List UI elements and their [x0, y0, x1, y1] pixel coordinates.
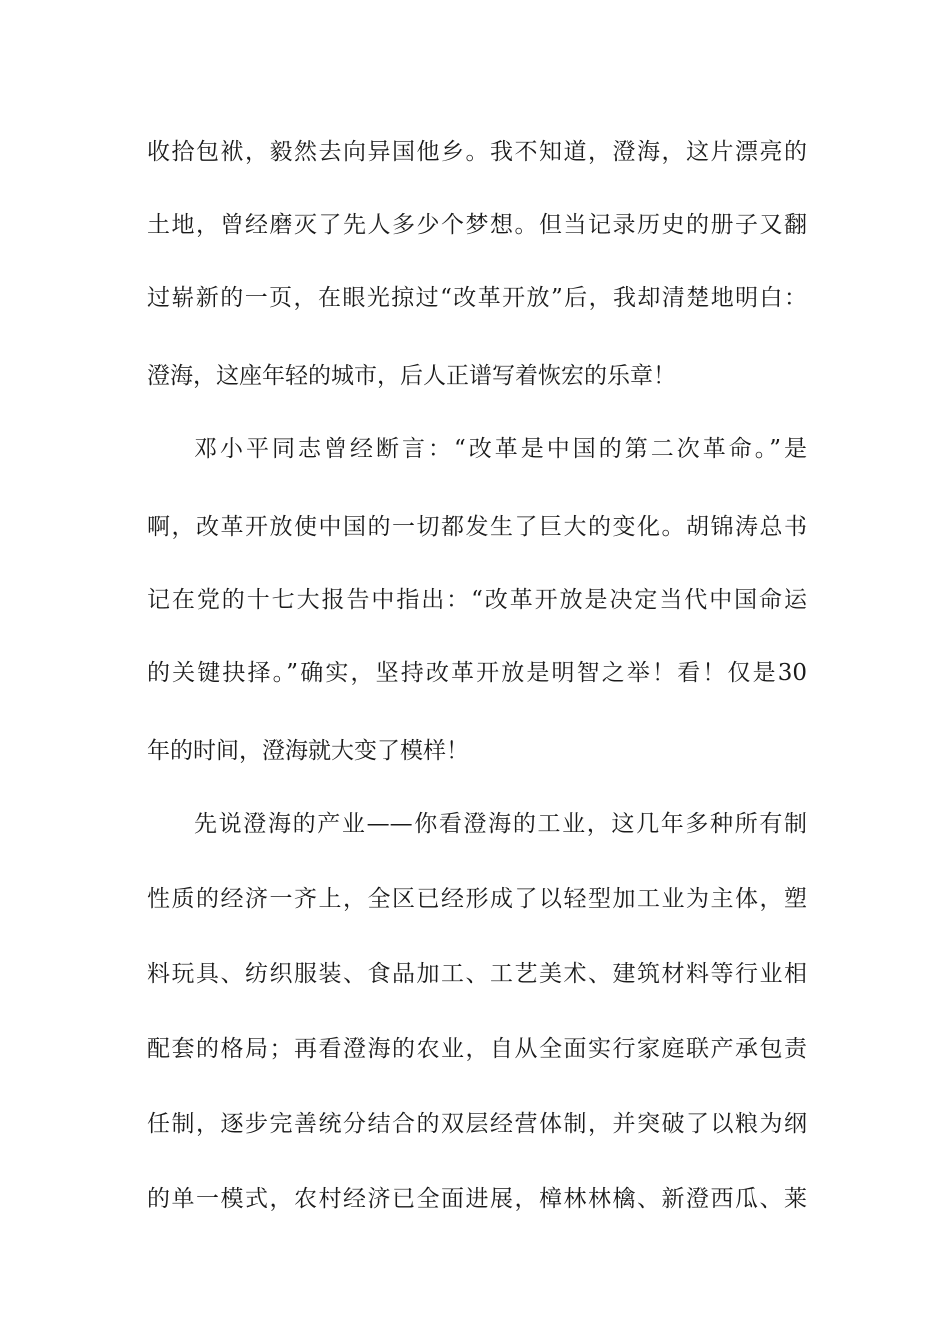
text-line: 的单一模式，农村经济已全面进展，樟林林檎、新澄西瓜、莱 [147, 1186, 807, 1212]
text-line: 过崭新的一页，在眼光掠过“改革开放”后，我却清楚地明白： [147, 285, 807, 311]
text-line: 配套的格局；再看澄海的农业，自从全面实行家庭联产承包责 [147, 1036, 807, 1062]
text-line: 收拾包袱，毅然去向异国他乡。我不知道，澄海，这片漂亮的 [147, 139, 807, 165]
text-line: 记在党的十七大报告中指出：“改革开放是决定当代中国命运 [147, 587, 807, 613]
text-line: 啊，改革开放使中国的一切都发生了巨大的变化。胡锦涛总书 [147, 514, 807, 540]
paragraph-first-line: 先说澄海的产业——你看澄海的工业，这几年多种所有制 [194, 811, 807, 837]
text-line: 土地，曾经磨灭了先人多少个梦想。但当记录历史的册子又翻 [147, 212, 807, 238]
paragraph-end-line: 澄海，这座年轻的城市，后人正谱写着恢宏的乐章！ [147, 363, 676, 389]
paragraph-first-line: 邓小平同志曾经断言：“改革是中国的第二次革命。”是 [194, 436, 807, 462]
text-line: 料玩具、纺织服装、食品加工、工艺美术、建筑材料等行业相 [147, 961, 807, 987]
text-line: 性质的经济一齐上，全区已经形成了以轻型加工业为主体，塑 [147, 886, 807, 912]
text-line: 任制，逐步完善统分结合的双层经营体制，并突破了以粮为纲 [147, 1111, 807, 1137]
paragraph-end-line: 年的时间，澄海就大变了模样！ [147, 738, 469, 764]
text-line: 的关键抉择。”确实，坚持改革开放是明智之举！看！仅是30 [147, 660, 807, 686]
